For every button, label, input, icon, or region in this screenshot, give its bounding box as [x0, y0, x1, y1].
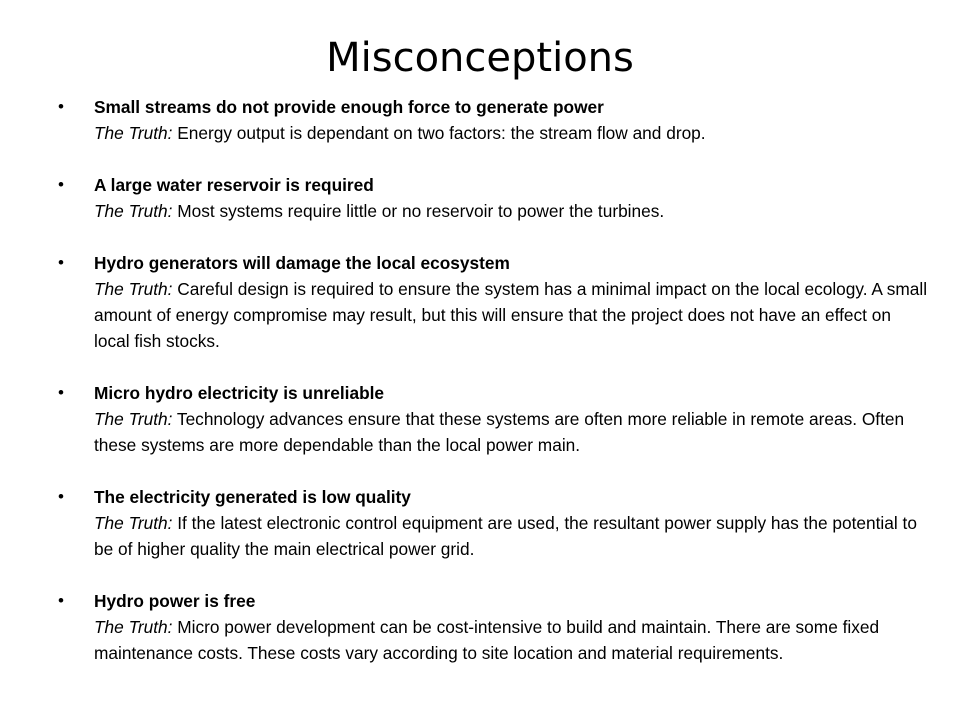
list-item — [58, 94, 928, 146]
truth-text — [94, 510, 928, 562]
truth-label: The Truth: — [94, 123, 173, 143]
list-item — [58, 172, 928, 224]
truth-label: The Truth: — [94, 617, 173, 637]
myth-heading: A large water reservoir is required — [94, 175, 374, 195]
bullet-icon: • — [58, 383, 64, 402]
truth-body: If the latest electronic control equipment are used, the resultant power supply has the potential to be of higher quality the main electrical power grid. — [94, 513, 917, 559]
bullet-icon: • — [58, 97, 64, 116]
truth-body: Micro power development can be cost-intensive to build and maintain. There are some fixed maintenance costs. These costs vary according to site location and material requirements. — [94, 617, 880, 663]
bullet-icon: • — [58, 591, 64, 610]
bullet-icon: • — [58, 253, 64, 272]
truth-label: The Truth: — [94, 513, 173, 533]
list-item — [58, 250, 928, 354]
truth-text — [94, 276, 928, 354]
truth-label: The Truth: — [94, 409, 173, 429]
truth-body: Most systems require little or no reservoir to power the turbines. — [172, 201, 665, 221]
myth-heading: The electricity generated is low quality — [94, 487, 411, 507]
bullet-icon: • — [58, 175, 64, 194]
truth-text — [94, 406, 928, 458]
bullet-icon: • — [58, 487, 64, 506]
myth-heading: Hydro generators will damage the local ecosystem — [94, 253, 510, 273]
myth-heading: Small streams do not provide enough force to generate power — [94, 97, 604, 117]
misconceptions-list — [58, 94, 928, 666]
list-item — [58, 380, 928, 458]
slide-title: Misconceptions — [326, 35, 634, 81]
myth-heading: Hydro power is free — [94, 591, 256, 611]
truth-body: Technology advances ensure that these systems are often more reliable in remote areas. Often these systems are more dependable than the local power main. — [94, 409, 905, 455]
truth-text — [94, 198, 928, 224]
list-item — [58, 588, 928, 666]
list-item — [58, 484, 928, 562]
truth-body: Careful design is required to ensure the system has a minimal impact on the local ecology. A small amount of energy compromise may result, but this will ensure that the project does not have an effect on local fish stocks. — [94, 279, 928, 351]
truth-text — [94, 614, 928, 666]
truth-text — [94, 120, 928, 146]
truth-label: The Truth: — [94, 279, 173, 299]
myth-heading: Micro hydro electricity is unreliable — [94, 383, 385, 403]
truth-body: Energy output is dependant on two factors: the stream flow and drop. — [172, 123, 706, 143]
truth-label: The Truth: — [94, 201, 173, 221]
